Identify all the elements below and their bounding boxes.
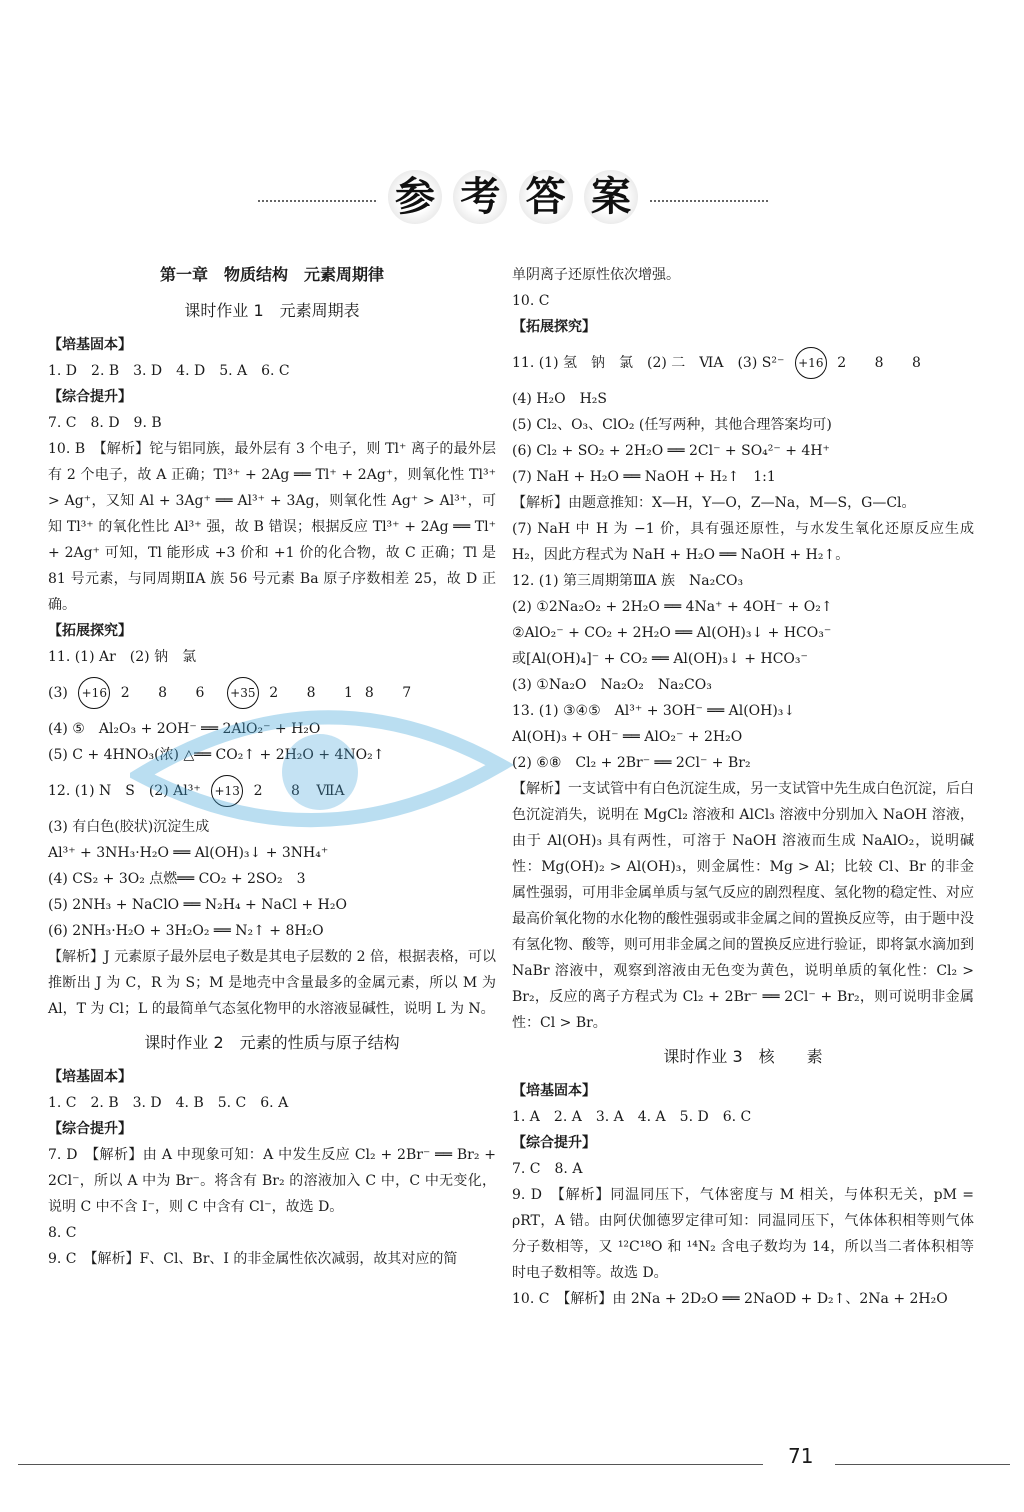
group-label: ⅦA bbox=[316, 783, 345, 799]
section-heading: 【培基固本】 bbox=[48, 1069, 132, 1085]
answer-line: (3) ①Na₂O Na₂O₂ Na₂CO₃ bbox=[512, 677, 712, 693]
banner-rule-right bbox=[650, 200, 768, 202]
section-heading: 【综合提升】 bbox=[48, 1121, 132, 1137]
explanation: 【解析】J 元素原子最外层电子数是其电子层数的 2 倍，根据表格，可以推断出 J 为 C，R 为 S；M 是地壳中含量最多的金属元素，所以 M 为 Al，T 为 Cl；L 的最简单气态氢化物甲的水溶液显碱性，说明 L 为 N。 bbox=[48, 949, 496, 1017]
answer-label: 11. (1) 氢 钠 氯 (2) 二 ⅥA (3) S²⁻ bbox=[512, 355, 785, 371]
lesson-title: 课时作业 1 元素周期表 bbox=[184, 301, 360, 320]
answer-label: (3) bbox=[48, 685, 68, 701]
equation-line: 13. (1) ③④⑤ Al³⁺ + 3OH⁻ ══ Al(OH)₃↓ bbox=[512, 703, 796, 719]
footer-rule bbox=[18, 1464, 763, 1465]
atom-diagram-row bbox=[512, 340, 974, 386]
nucleus-circle: +16 bbox=[795, 347, 827, 379]
answer-line: (4) ⑤ Al₂O₃ + 2OH⁻ ══ 2AlO₂⁻ + H₂O bbox=[48, 721, 321, 737]
equation-line: (6) 2NH₃·H₂O + 3H₂O₂ ══ N₂↑ + 8H₂O bbox=[48, 923, 324, 939]
equation-line: (5) 2NH₃ + NaClO ══ N₂H₄ + NaCl + H₂O bbox=[48, 897, 347, 913]
answer-label: 12. (1) N S (2) Al³⁺ bbox=[48, 783, 201, 799]
page-number: 71 bbox=[788, 1444, 814, 1468]
equation-line: ②AlO₂⁻ + CO₂ + 2H₂O ══ Al(OH)₃↓ + HCO₃⁻ bbox=[512, 625, 832, 641]
answer-line: 1. C 2. B 3. D 4. B 5. C 6. A bbox=[48, 1095, 289, 1111]
atom-diagram-row bbox=[48, 768, 496, 814]
answer-line: 9. C 【解析】F、Cl、Br、I 的非金属性依次减弱，故其对应的简 bbox=[48, 1251, 458, 1267]
left-column bbox=[48, 262, 496, 1272]
answer-line: 7. C 8. D 9. B bbox=[48, 415, 162, 431]
answer-line: 8. C bbox=[48, 1225, 77, 1241]
answer-line: 1. A 2. A 3. A 4. A 5. D 6. C bbox=[512, 1109, 752, 1125]
banner-char: 参 bbox=[388, 170, 442, 224]
banner-char: 答 bbox=[519, 170, 573, 224]
atom-diagram-row bbox=[48, 670, 496, 716]
electron-shells: 2 8 8 bbox=[837, 355, 933, 371]
section-heading: 【培基固本】 bbox=[512, 1083, 596, 1099]
equation-line: Al³⁺ + 3NH₃·H₂O ══ Al(OH)₃↓ + 3NH₄⁺ bbox=[48, 845, 329, 861]
section-heading: 【综合提升】 bbox=[48, 389, 132, 405]
answer-line: (4) H₂O H₂S bbox=[512, 391, 607, 407]
answers-banner bbox=[258, 170, 768, 230]
explanation: 7. D 【解析】由 A 中现象可知：A 中发生反应 Cl₂ + 2Br⁻ ══ Br₂ + 2Cl⁻，所以 A 中为 Br⁻。将含有 Br₂ 的溶液加入 C 中，C 中无变化，说明 C 中不含 I⁻，则 C 中含有 Cl⁻，故选 D。 bbox=[48, 1147, 496, 1215]
section-heading: 【拓展探究】 bbox=[512, 319, 596, 335]
answer-line: 7. C 8. A bbox=[512, 1161, 583, 1177]
equation-line: (2) ⑥⑧ Cl₂ + 2Br⁻ ══ 2Cl⁻ + Br₂ bbox=[512, 755, 751, 771]
answer-line: (3) 有白色(胶状)沉淀生成 bbox=[48, 819, 210, 835]
equation-line: (4) CS₂ + 3O₂ 点燃══ CO₂ + 2SO₂ 3 bbox=[48, 871, 306, 887]
electron-shells: 2 8 6 bbox=[120, 685, 217, 701]
equation-line: Al(OH)₃ + OH⁻ ══ AlO₂⁻ + 2H₂O bbox=[512, 729, 743, 745]
nucleus-circle: +16 bbox=[78, 677, 110, 709]
banner-title bbox=[388, 170, 638, 230]
lesson-title: 课时作业 3 核 素 bbox=[663, 1047, 823, 1066]
electron-shells: 2 8 bbox=[253, 783, 312, 799]
answer-line: 12. (1) 第三周期第ⅢA 族 Na₂CO₃ bbox=[512, 573, 744, 589]
banner-char: 考 bbox=[453, 170, 507, 224]
explanation: 10. B 【解析】铊与铝同族，最外层有 3 个电子，则 Tl⁺ 离子的最外层有 2 个电子，故 A 正确；Tl³⁺ + 2Ag ══ Tl⁺ + 2Ag⁺，则氧化性 Tl³⁺ > Ag⁺，又知 Al + 3Ag⁺ ══ Al³⁺ + 3Ag，则氧化性 Ag⁺ > Al³⁺，可知 Tl³⁺ 的氧化性比 Al³⁺ 强，故 B 错误；根据反应 Tl³⁺ + 2Ag ══ Tl⁺ + 2Ag⁺ 可知，Tl 能形成 +3 价和 +1 价的化合物，故 C 正确；Tl 是 81 号元素，与同周期ⅡA 族 56 号元素 Ba 原子序数相差 25，故 D 正确。 bbox=[48, 441, 496, 613]
lesson-title: 课时作业 2 元素的性质与原子结构 bbox=[144, 1033, 400, 1052]
equation-line: (2) ①2Na₂O₂ + 2H₂O ══ 4Na⁺ + 4OH⁻ + O₂↑ bbox=[512, 599, 833, 615]
chapter-title: 第一章 物质结构 元素周期律 bbox=[159, 265, 384, 284]
explanation: 【解析】一支试管中有白色沉淀生成，另一支试管中先生成白色沉淀，后白色沉淀消失，说明在 MgCl₂ 溶液和 AlCl₃ 溶液中分别加入 NaOH 溶液，由于 Al(OH)₃ 具有两性，可溶于 NaOH 溶液而生成 NaAlO₂，说明碱性：Mg(OH)₂ > Al(OH)₃，则金属性：Mg > Al；比较 Cl、Br 的非金属性强弱，可用非金属单质与氢气反应的剧烈程度、氢化物的稳定性、对应最高价氧化物的水化物的酸性强弱或非金属之间的置换反应等，由于题中没有氢化物、酸等，则可用非金属之间的置换反应进行验证，即将氯水滴加到 NaBr 溶液中，观察到溶液由无色变为黄色，说明单质的氧化性：Cl₂ > Br₂，反应的离子方程式为 Cl₂ + 2Br⁻ ══ 2Cl⁻ + Br₂，则可说明非金属性：Cl > Br。 bbox=[512, 781, 974, 1031]
footer-rule bbox=[835, 1464, 1010, 1465]
section-heading: 【拓展探究】 bbox=[48, 623, 132, 639]
nucleus-circle: +35 bbox=[227, 677, 259, 709]
explanation: (7) NaH 中 H 为 −1 价，具有强还原性，与水发生氧化还原反应生成 H₂，因此方程式为 NaH + H₂O ══ NaOH + H₂↑。 bbox=[512, 521, 974, 563]
electron-shells: 2 8 18 7 bbox=[269, 685, 424, 701]
right-column bbox=[512, 262, 974, 1312]
explanation: 【解析】由题意推知：X—H，Y—O，Z—Na，M—S，G—Cl。 bbox=[512, 495, 916, 511]
answer-line: (5) Cl₂、O₃、ClO₂ (任写两种，其他合理答案均可) bbox=[512, 417, 832, 433]
nucleus-circle: +13 bbox=[211, 775, 243, 807]
answer-line: 10. C 【解析】由 2Na + 2D₂O ══ 2NaOD + D₂↑、2Na + 2H₂O bbox=[512, 1291, 948, 1307]
equation-line: 或[Al(OH)₄]⁻ + CO₂ ══ Al(OH)₃↓ + HCO₃⁻ bbox=[512, 651, 808, 667]
answer-line: 1. D 2. B 3. D 4. D 5. A 6. C bbox=[48, 363, 290, 379]
section-heading: 【培基固本】 bbox=[48, 337, 132, 353]
answer-line: 11. (1) Ar (2) 钠 氯 bbox=[48, 649, 197, 665]
answer-line: 单阴离子还原性依次增强。 bbox=[512, 267, 680, 283]
equation-line: (6) Cl₂ + SO₂ + 2H₂O ══ 2Cl⁻ + SO₄²⁻ + 4H⁺ bbox=[512, 443, 830, 459]
banner-char: 案 bbox=[584, 170, 638, 224]
equation-line: (7) NaH + H₂O ══ NaOH + H₂↑ 1:1 bbox=[512, 469, 776, 485]
explanation: 9. D 【解析】同温同压下，气体密度与 M 相关，与体积无关，pM = ρRT，A 错。由阿伏伽德罗定律可知：同温同压下，气体体积相等则气体分子数相等，又 ¹²C¹⁸O 和 ¹⁴N₂ 含电子数均为 14，所以当二者体积相等时电子数相等。故选 D。 bbox=[512, 1187, 974, 1281]
section-heading: 【综合提升】 bbox=[512, 1135, 596, 1151]
answer-line: 10. C bbox=[512, 293, 550, 309]
banner-rule-left bbox=[258, 200, 376, 202]
page-footer bbox=[0, 1440, 1024, 1480]
answer-line: (5) C + 4HNO₃(浓) △══ CO₂↑ + 2H₂O + 4NO₂↑ bbox=[48, 747, 385, 763]
